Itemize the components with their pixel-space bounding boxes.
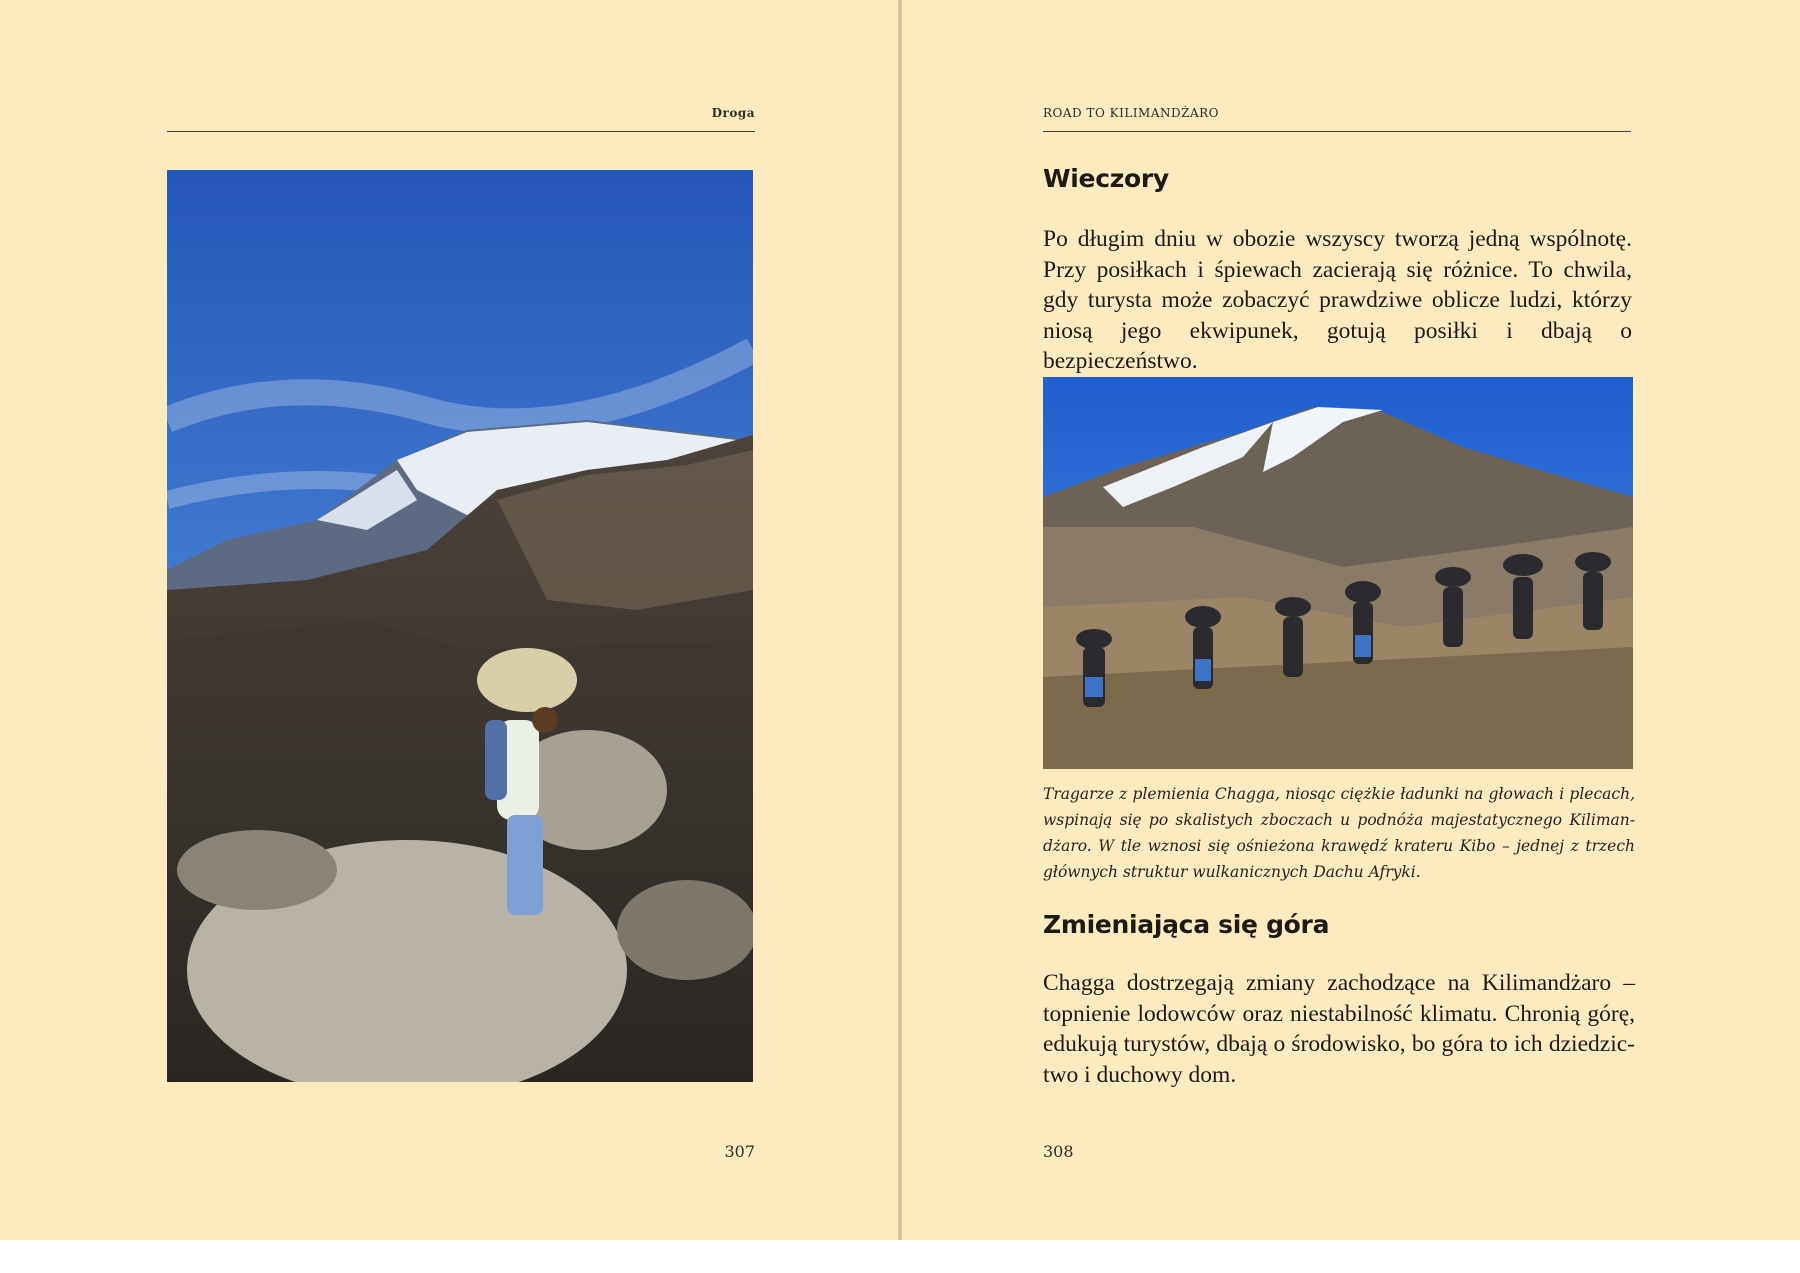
right-page — [902, 0, 1800, 1240]
running-head-left: Droga — [711, 106, 755, 120]
porters-line-icon — [1043, 377, 1633, 769]
header-rule-left — [167, 131, 755, 132]
porters-photo — [1043, 377, 1633, 769]
page-number-right: 308 — [1043, 1142, 1074, 1161]
porter-carrying-load-icon — [167, 170, 753, 1082]
photo-caption: Tragarze z plemienia Chagga, niosąc ciężkie ładunki na głowach i plecach, wspinają się po skalistych zboczach u podnóża majestatycznego Kilimandżaro. W tle wznosi się ośnieżona krawędź krateru Kibo – jednej z trzech głównych struktur wulkanicznych Dachu Afryki. — [1043, 785, 1635, 881]
header-rule-right — [1043, 131, 1631, 132]
porter-photo — [167, 170, 753, 1082]
section-heading-zmieniajaca: Zmieniająca się góra — [1043, 910, 1330, 939]
running-head-right: ROAD TO KILIMANDŻARO — [1043, 106, 1219, 120]
section-heading-wieczory: Wieczory — [1043, 164, 1169, 193]
paragraph-zmieniajaca: Chagga dostrzegają zmiany zachodzące na Kilimandżaro – topnienie lodowców oraz niestabilność klimatu. Chronią górę, edukują turystów, dbają o środowisko, bo góra to ich dziedzictwo i duchowy dom. — [1043, 970, 1635, 1088]
paragraph-wieczory: Po długim dniu w obozie wszyscy tworzą jedną wspólnotę. Przy posiłkach i śpiewach zacierają się różnice. To chwila, gdy turysta może zobaczyć prawdziwe oblicze ludzi, którzy niosą jego ekwipunek, gotują posiłki i dbają o bezpieczeństwo. — [1043, 226, 1632, 374]
left-page — [0, 0, 898, 1240]
page-number-left: 307 — [724, 1142, 755, 1161]
